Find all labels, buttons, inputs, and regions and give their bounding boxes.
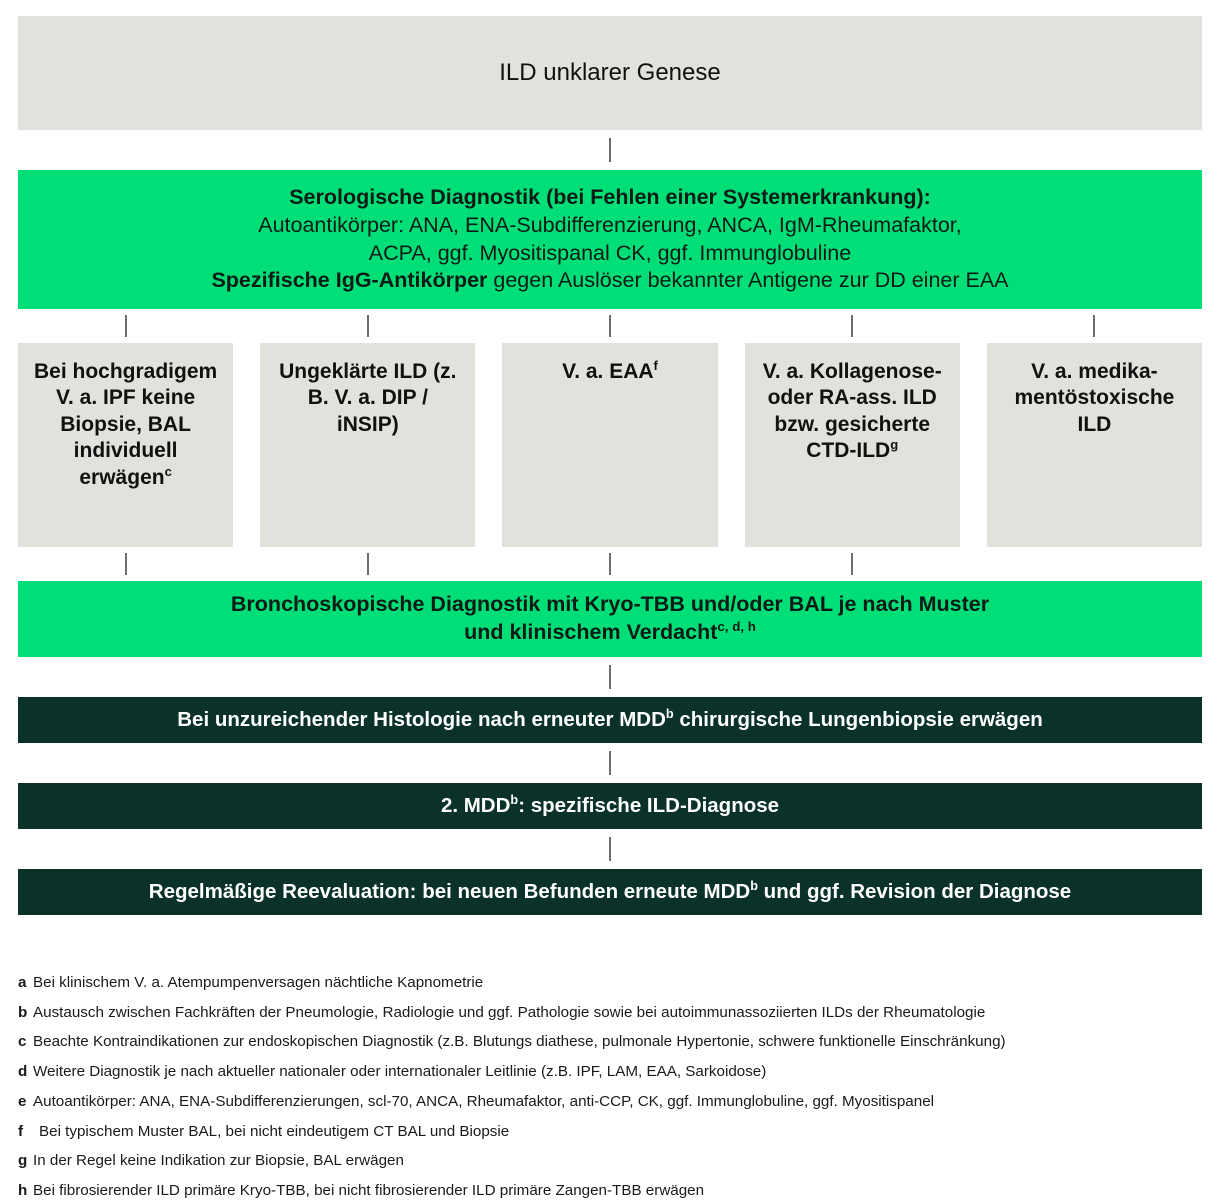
connector-stub-5 [987, 547, 1202, 581]
connector-stub-1 [18, 309, 233, 343]
footnote-key: h [18, 1181, 28, 1199]
footnote-key: f [18, 1122, 24, 1140]
option-text: Bei hochgradigem V. a. IPF keine Biopsie, BAL individuell erwägen [34, 360, 218, 489]
footnote-c [18, 1034, 1202, 1049]
connector-bronchoscopy-to-biopsy [18, 657, 1202, 697]
footnote-text: Bei typischem Muster BAL, bei nicht eindeutigem CT BAL und Biopsie [39, 1122, 510, 1140]
label-after: : spezifische ILD-Diagnose [518, 793, 780, 817]
node-bronchoskopische-diagnostik [18, 581, 1202, 657]
option-label [516, 359, 703, 385]
option-superscript: c [164, 463, 172, 479]
connector-options-to-bronchoscopy [18, 547, 1202, 581]
option-text: V. a. medikamentöstoxische ILD [1014, 360, 1175, 436]
label-superscript: b [750, 878, 758, 894]
footnotes-list [18, 975, 1202, 1204]
option-superscript: g [890, 437, 899, 453]
footnote-key: c [18, 1033, 27, 1051]
footnote-g [18, 1153, 1202, 1168]
node-mdd-spezifische-ild-diagnose [18, 783, 1202, 829]
footnote-key: a [18, 974, 27, 991]
bronchoscopy-line-2 [38, 619, 1182, 647]
connector-biopsy-to-mdd [18, 743, 1202, 783]
node-chirurgische-lungenbiopsie [18, 697, 1202, 743]
footnote-key: g [18, 1152, 28, 1170]
serology-line-3: ACPA, ggf. Myositispanal CK, ggf. Immunglobuline [368, 240, 852, 265]
label-before: Regelmäßige Reevaluation: bei neuen Befunden erneute MDD [148, 879, 751, 903]
node-regelmaessige-reevaluation [18, 869, 1202, 915]
option-text: V. a. Kollagenose- oder RA-ass. ILD bzw. gesicherte CTD-ILD [762, 360, 942, 463]
label-superscript: b [510, 792, 519, 808]
serology-line-2: Autoantikörper: ANA, ENA-Subdifferenzierung, ANCA, IgM-Rheumafaktor, [258, 212, 962, 237]
option-text: V. a. EAA [562, 360, 654, 383]
footnote-key: b [18, 1003, 28, 1021]
footnote-b [18, 1005, 1202, 1020]
footnote-text: Bei klinischem V. a. Atempumpenversagen nächtliche Kapnometrie [33, 974, 484, 991]
bronchoscopy-line-1: Bronchoskopische Diagnostik mit Kryo-TBB und/oder BAL je nach Muster [230, 592, 990, 617]
connector-top-to-serology [18, 130, 1202, 170]
label-before: 2. MDD [440, 793, 511, 817]
footnote-e [18, 1094, 1202, 1109]
connector-stub-3 [502, 309, 717, 343]
label-after: chirurgische Lungenbiopsie erwägen [673, 707, 1043, 731]
node-option-ipf [18, 343, 233, 547]
footnote-key: d [18, 1063, 28, 1081]
option-label [1001, 359, 1188, 438]
node-serologische-diagnostik [18, 170, 1202, 309]
option-label [274, 359, 461, 438]
serology-line-4 [38, 267, 1182, 295]
footnote-text: Beachte Kontraindikationen zur endoskopischen Diagnostik (z.B. Blutungs diathese, pulmonale Hypertonie, schwere funktionelle Einschränkung) [33, 1033, 1006, 1051]
node-option-collagenose [745, 343, 960, 547]
serology-line-4-rest: gegen Auslöser bekannter Antigene zur DD einer EAA [487, 268, 1009, 293]
connector-stub-3 [502, 547, 717, 581]
node-option-drug-toxic [987, 343, 1202, 547]
connector-stub-1 [18, 547, 233, 581]
bronchoscopy-superscript: c, d, h [717, 618, 756, 634]
flowchart [18, 16, 1202, 915]
connector-stub-2 [260, 547, 475, 581]
connector-stub-2 [260, 309, 475, 343]
footnote-d [18, 1064, 1202, 1079]
node-option-eaa [502, 343, 717, 547]
footnote-f [18, 1124, 1202, 1139]
connector-stub-4 [745, 547, 960, 581]
bronchoscopy-line-2-text: und klinischem Verdacht [464, 620, 718, 644]
footnote-key: e [18, 1092, 27, 1110]
node-label: ILD unklarer Genese [499, 58, 721, 86]
option-label [759, 359, 946, 465]
footnote-text: Weitere Diagnostik je nach aktueller nationaler oder internationaler Leitlinie (z.B. IPF, LAM, EAA, Sarkoidose) [33, 1063, 767, 1081]
node-option-unclear-ild [260, 343, 475, 547]
label-after: und ggf. Revision der Diagnose [757, 879, 1072, 903]
connector-serology-to-options [18, 309, 1202, 343]
footnote-text: Austausch zwischen Fachkräften der Pneumologie, Radiologie und ggf. Pathologie sowie bei autoimmunassoziierten ILDs der Rheumatologie [33, 1003, 986, 1021]
footnote-text: In der Regel keine Indikation zur Biopsie, BAL erwägen [33, 1152, 404, 1170]
node-label [177, 707, 1043, 733]
connector-stub-5 [987, 309, 1202, 343]
option-text: Ungeklärte ILD (z. B. V. a. DIP / iNSIP) [279, 360, 457, 436]
node-label [149, 879, 1071, 905]
connector-mdd-to-reevaluation [18, 829, 1202, 869]
serology-line-4-bold: Spezifische IgG-Antikörper [211, 268, 488, 293]
label-before: Bei unzureichender Histologie nach erneuter MDD [177, 707, 666, 731]
serology-line-1 [38, 184, 1182, 212]
option-label [32, 359, 219, 491]
node-label [441, 793, 779, 819]
footnote-a [18, 975, 1202, 990]
footnote-h [18, 1183, 1202, 1198]
footnote-text: Autoantikörper: ANA, ENA-Subdifferenzierungen, scl-70, ANCA, Rheumafaktor, anti-CCP, CK, ggf. Immunglobuline, ggf. Myositispanel [33, 1092, 935, 1110]
option-superscript: f [653, 358, 658, 373]
connector-stub-4 [745, 309, 960, 343]
node-ild-unklarer-genese [18, 16, 1202, 130]
label-superscript: b [665, 706, 674, 722]
options-row [18, 343, 1202, 547]
footnote-text: Bei fibrosierender ILD primäre Kryo-TBB, bei nicht fibrosierender ILD primäre Zangen-TBB erwägen [33, 1181, 705, 1199]
serology-line-1-text: Serologische Diagnostik (bei Fehlen einer Systemerkrankung): [289, 185, 931, 210]
